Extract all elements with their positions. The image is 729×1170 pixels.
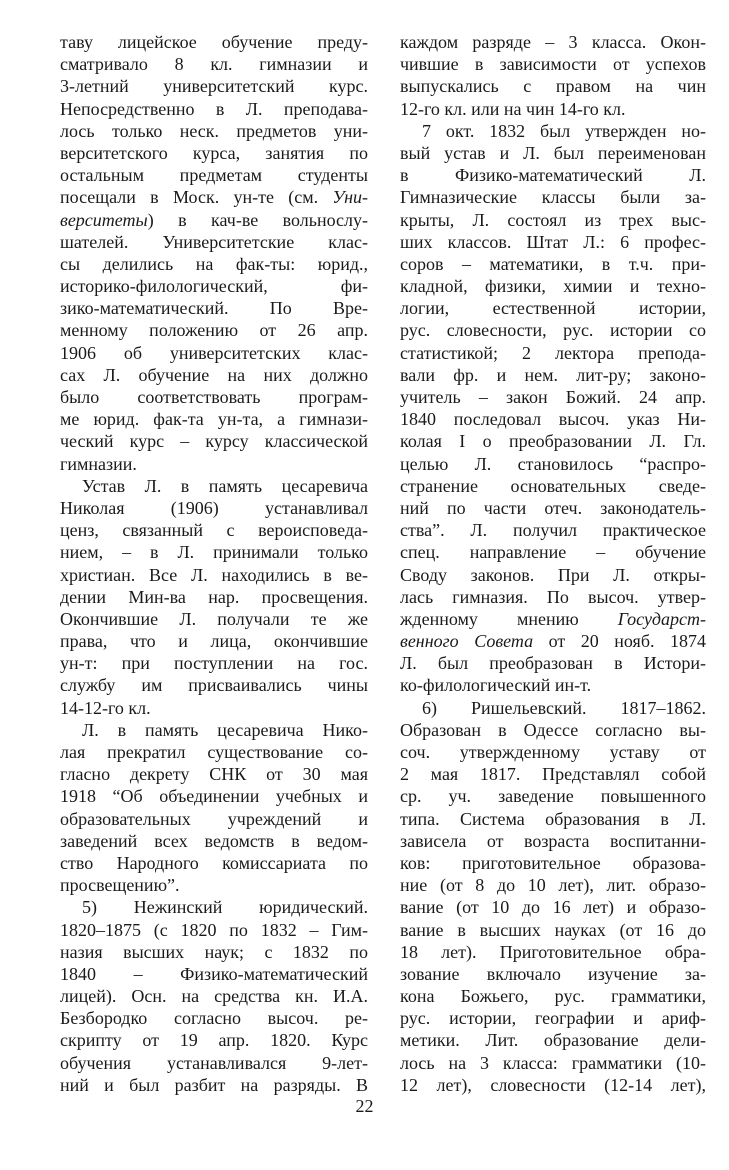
text-line — [60, 697, 368, 719]
text-line — [400, 319, 706, 341]
text-segment: 3-летний университетский курс. — [60, 76, 368, 97]
text-line — [60, 408, 368, 430]
text-line — [400, 430, 706, 452]
text-segment: 12 лет), словесности (12-14 лет), — [400, 1074, 706, 1095]
text-line — [400, 475, 706, 497]
text-segment: ун-т: при поступлении на гос. — [60, 653, 368, 674]
text-segment: чившие в зависимости от успехов — [400, 54, 706, 75]
text-segment: 5) Нежинский юридический. — [82, 897, 368, 918]
text-line — [400, 896, 706, 918]
text-line — [60, 519, 368, 541]
text-segment: странение основательных сведе- — [400, 475, 706, 496]
text-line — [400, 741, 706, 763]
text-segment: выпускались с правом на чин — [400, 76, 706, 97]
text-line — [60, 785, 368, 807]
text-segment: ний и был разбит на разряды. В — [60, 1074, 368, 1095]
text-segment: ство Народного комиссариата по — [60, 852, 368, 873]
text-line — [60, 874, 368, 896]
text-segment: христиан. Все Л. находились в ве- — [60, 564, 368, 585]
text-line — [400, 386, 706, 408]
text-line — [60, 475, 368, 497]
italic-text: венного Совета — [400, 631, 534, 652]
text-line — [60, 31, 368, 53]
text-column-left — [60, 31, 368, 1096]
text-line — [60, 297, 368, 319]
text-segment: 18 лет). Приготовительное обра- — [400, 941, 706, 962]
text-line — [60, 453, 368, 475]
text-line — [400, 586, 706, 608]
text-column-right — [400, 31, 706, 1096]
text-line — [60, 1052, 368, 1074]
page-number: 22 — [355, 1096, 374, 1116]
text-line — [400, 541, 706, 563]
italic-text: Государст- — [617, 608, 706, 629]
text-line — [60, 253, 368, 275]
text-line — [400, 342, 706, 364]
text-segment: ний по части отеч. законодатель- — [400, 497, 706, 518]
text-segment: скрипту от 19 апр. 1820. Курс — [60, 1030, 368, 1051]
text-line — [400, 763, 706, 785]
text-segment: таву лицейское обучение преду- — [60, 32, 368, 52]
text-segment: статистикой; 2 лектора препода- — [400, 342, 706, 363]
italic-text: Уни- — [332, 187, 368, 208]
text-line — [400, 1029, 706, 1051]
text-line — [400, 31, 706, 53]
text-line — [400, 209, 706, 231]
text-line — [400, 297, 706, 319]
text-segment: ) в кач-ве вольнослу- — [147, 209, 368, 230]
text-line — [60, 275, 368, 297]
text-segment: 1840 – Физико-математический — [60, 963, 368, 984]
text-line — [60, 164, 368, 186]
text-segment: лось только неск. предметов уни- — [60, 120, 368, 141]
text-segment: назия высших наук; с 1832 по — [60, 941, 368, 962]
text-line — [400, 719, 706, 741]
text-segment: права, что и лица, окончившие — [60, 631, 368, 652]
text-segment: целью Л. становилось “распро- — [400, 453, 706, 474]
text-segment: 2 мая 1817. Представлял собой — [400, 764, 706, 785]
text-line — [60, 985, 368, 1007]
text-line — [400, 1074, 706, 1096]
text-segment: Безбородко согласно высоч. ре- — [60, 1008, 368, 1029]
text-segment: крыты, Л. состоял из трех выс- — [400, 209, 706, 230]
text-line — [60, 808, 368, 830]
text-line — [60, 364, 368, 386]
text-segment: гласно декрету СНК от 30 мая — [60, 764, 368, 785]
text-line — [400, 608, 706, 630]
text-segment: рус. словесности, рус. истории со — [400, 320, 706, 341]
text-segment: 14-12-го кл. — [60, 697, 151, 718]
text-segment: зависела от возраста воспитанни- — [400, 830, 706, 851]
text-line — [60, 430, 368, 452]
text-line — [400, 453, 706, 475]
text-line — [60, 209, 368, 231]
text-segment: Непосредственно в Л. преподава- — [60, 98, 368, 119]
text-segment: 1906 об университетских клас- — [60, 342, 368, 363]
text-segment: 1918 “Об объединении учебных и — [60, 786, 368, 807]
text-segment: сы делились на фак-ты: юрид., — [60, 253, 368, 274]
text-segment: ших классов. Штат Л.: 6 профес- — [400, 231, 706, 252]
text-line — [60, 120, 368, 142]
text-line — [400, 231, 706, 253]
text-line — [400, 120, 706, 142]
text-line — [60, 630, 368, 652]
text-segment: менному положению от 26 апр. — [60, 320, 368, 341]
text-segment: вали фр. и нем. лит-ру; законо- — [400, 364, 706, 385]
text-segment: ческий курс – курсу классической — [60, 431, 368, 452]
text-segment: кладной, физики, химии и техно- — [400, 276, 706, 297]
text-line — [400, 253, 706, 275]
text-line — [60, 75, 368, 97]
text-line — [60, 319, 368, 341]
text-line — [60, 852, 368, 874]
text-segment: вание в высших науках (от 16 до — [400, 919, 706, 940]
text-segment: историко-филологический, фи- — [60, 276, 368, 297]
text-line — [400, 75, 706, 97]
text-segment: остальным предметам студенты — [60, 165, 368, 186]
text-line — [400, 364, 706, 386]
text-line — [60, 830, 368, 852]
text-line — [400, 830, 706, 852]
text-segment: соч. утвержденному уставу от — [400, 742, 706, 762]
text-line — [60, 386, 368, 408]
text-segment: Л. был преобразован в Истори- — [400, 653, 706, 674]
text-line — [60, 231, 368, 253]
text-segment: было соответствовать програм- — [60, 387, 368, 407]
text-segment: сматривало 8 кл. гимназии и — [60, 54, 368, 75]
text-line — [400, 142, 706, 164]
text-segment: посещали в Моск. ун-те (см. — [60, 187, 333, 208]
italic-text: верситеты — [60, 209, 148, 230]
text-line — [400, 874, 706, 896]
text-segment: логии, естественной истории, — [400, 298, 706, 319]
text-line — [400, 985, 706, 1007]
text-segment: гимназии. — [60, 453, 137, 474]
text-segment: ко-филологический ин-т. — [400, 675, 592, 696]
text-line — [400, 497, 706, 519]
text-line — [400, 785, 706, 807]
text-line — [400, 674, 706, 696]
text-line — [400, 1007, 706, 1029]
text-segment: ценз, связанный с вероисповеда- — [60, 520, 368, 541]
text-line — [60, 142, 368, 164]
text-segment: спец. направление – обучение — [400, 542, 706, 563]
text-line — [60, 564, 368, 586]
text-segment: обучения устанавливался 9-лет- — [60, 1052, 368, 1073]
text-segment: лась гимназия. По высоч. утвер- — [400, 586, 706, 607]
text-line — [400, 630, 706, 652]
text-line — [60, 763, 368, 785]
text-segment: ние (от 8 до 10 лет), лит. образо- — [400, 875, 706, 896]
text-segment: каждом разряде – 3 класса. Окон- — [400, 32, 706, 52]
text-line — [400, 941, 706, 963]
text-segment: лая прекратил существование со- — [60, 742, 368, 762]
text-segment: в Физико-математический Л. — [400, 165, 706, 186]
text-segment: Л. в память цесаревича Нико- — [82, 719, 368, 740]
text-line — [60, 674, 368, 696]
text-segment: Гимназические классы были за- — [400, 187, 706, 208]
text-segment: зико-математический. По Вре- — [60, 298, 368, 319]
text-line — [400, 808, 706, 830]
text-line — [400, 275, 706, 297]
text-line — [400, 963, 706, 985]
text-segment: от 20 нояб. 1874 — [533, 631, 706, 652]
text-segment: Образован в Одессе согласно вы- — [400, 719, 706, 740]
text-segment: ср. уч. заведение повышенного — [400, 786, 706, 807]
text-segment: лось на 3 класса: грамматики (10- — [400, 1052, 706, 1073]
text-segment: сах Л. обучение на них должно — [60, 364, 368, 385]
text-segment: типа. Система образования в Л. — [400, 808, 706, 829]
text-line — [60, 719, 368, 741]
text-segment: Николая (1906) устанавливал — [60, 497, 368, 518]
text-segment: учитель – закон Божий. 24 апр. — [400, 387, 706, 407]
text-segment: службу им присваивались чины — [60, 675, 368, 696]
text-segment: верситетского курса, занятия по — [60, 142, 368, 163]
text-segment: кона Божьего, рус. грамматики, — [400, 986, 706, 1007]
text-line — [400, 164, 706, 186]
text-segment: нием, – в Л. принимали только — [60, 542, 368, 563]
text-segment: 12-го кл. или на чин 14-го кл. — [400, 98, 626, 119]
text-line — [60, 53, 368, 75]
text-segment: лицей). Осн. на средства кн. И.А. — [60, 986, 368, 1007]
text-line — [60, 541, 368, 563]
text-line — [60, 963, 368, 985]
text-segment: ме юрид. фак-та ун-та, а гимнази- — [60, 409, 368, 430]
text-line — [60, 186, 368, 208]
text-segment: соров – математики, в т.ч. при- — [400, 253, 706, 274]
text-segment: ства”. Л. получил практическое — [400, 520, 706, 541]
text-line — [400, 519, 706, 541]
text-segment: дении Мин-ва нар. просвещения. — [60, 586, 368, 607]
text-line — [400, 697, 706, 719]
text-segment: вый устав и Л. был переименован — [400, 142, 706, 163]
text-line — [60, 342, 368, 364]
text-segment: рус. истории, географии и ариф- — [400, 1008, 706, 1029]
text-line — [60, 896, 368, 918]
text-segment: 1820–1875 (с 1820 по 1832 – Гим- — [60, 919, 368, 940]
text-segment: ков: приготовительное образова- — [400, 852, 706, 873]
text-line — [60, 98, 368, 120]
text-line — [400, 186, 706, 208]
text-line — [60, 941, 368, 963]
text-segment: 6) Ришельевский. 1817–1862. — [422, 697, 706, 718]
text-segment: шателей. Университетские клас- — [60, 231, 368, 252]
text-line — [60, 652, 368, 674]
text-line — [60, 608, 368, 630]
text-segment: колая I о преобразовании Л. Гл. — [400, 431, 706, 452]
text-segment: метики. Лит. образование дели- — [400, 1030, 706, 1051]
text-segment: вание (от 10 до 16 лет) и образо- — [400, 897, 706, 918]
text-segment: зование включало изучение за- — [400, 963, 706, 984]
text-segment: 1840 последовал высоч. указ Ни- — [400, 409, 706, 430]
text-segment: Окончившие Л. получали те же — [60, 608, 368, 629]
text-line — [400, 852, 706, 874]
text-line — [60, 741, 368, 763]
text-line — [400, 564, 706, 586]
text-line — [400, 1052, 706, 1074]
text-line — [400, 53, 706, 75]
text-segment: образовательных учреждений и — [60, 808, 368, 829]
text-line — [60, 1029, 368, 1051]
text-line — [60, 586, 368, 608]
text-segment: жденному мнению — [400, 608, 618, 629]
text-segment: заведений всех ведомств в ведом- — [60, 830, 368, 851]
text-line — [60, 1007, 368, 1029]
text-segment: Устав Л. в память цесаревича — [82, 475, 368, 496]
text-line — [400, 98, 706, 120]
text-line — [400, 408, 706, 430]
text-segment: 7 окт. 1832 был утвержден но- — [422, 120, 706, 141]
text-segment: просвещению”. — [60, 875, 180, 896]
text-line — [400, 652, 706, 674]
text-line — [60, 1074, 368, 1096]
text-line — [60, 919, 368, 941]
text-line — [400, 919, 706, 941]
text-line — [60, 497, 368, 519]
text-segment: Своду законов. При Л. откры- — [400, 564, 706, 585]
